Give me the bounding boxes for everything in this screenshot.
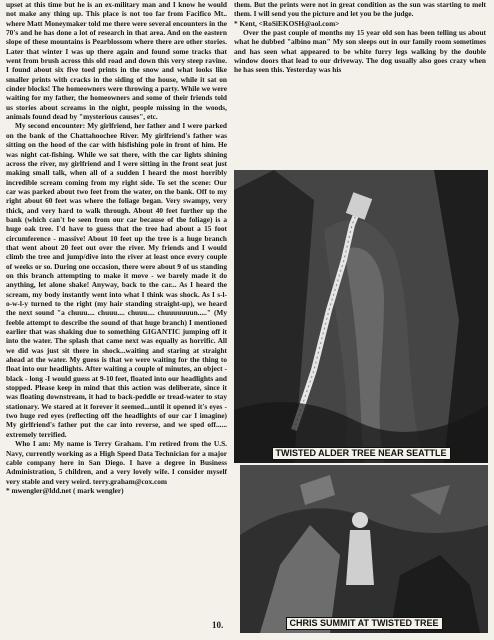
tree-photo-image xyxy=(234,170,488,463)
paragraph-prints-continued: them. But the prints were not in great condition as the sun was starting to melt them. I will send you the picture and let you be the judge. xyxy=(234,0,486,19)
paragraph-albino-man: Over the past couple of months my 15 year old son has been telling us about what he dubbed "albino man" My son sleeps out in our family room sometimes and has seen what appeared to be white furry legs walking by the double window doors that lead to our driveway. The dog usually also goes crazy when he has seen this. Yesterday was his xyxy=(234,28,486,75)
photo-twisted-alder-tree xyxy=(234,170,488,463)
paragraph-first-encounter-end: upset at this time but he is an ex-military man and I know he would not make any thing up. This place is not too far from Facifico Mt.. where Matt Moneymaker told me there were several encounters in the 70's and he has done a lot of research in that area. And on the eastern slope of these mountains is Pearblossom where there are other stories. Later that winter I was up there again and found some tracks that went from brush across this old road and down this very steep ravine. I found about six five toed prints in the snow and what looks like smaller prints with cracks in the siding of the house, while it sat on cinder blocks! The homeowners were throwing a party. While we were waiting for my father, the homeowners and some of their friends told us stories about screams in the night, people missing in the woods, animals found dead by "mysterious causes", etc. xyxy=(6,0,227,122)
bottom-photo-caption: CHRIS SUMMIT AT TWISTED TREE xyxy=(240,613,488,631)
paragraph-who-i-am: Who I am: My name is Terry Graham. I'm retired from the U.S. Navy, currently working as a High Speed Data Technician for a major cable company here in San Diego. I have a degree in Business Administration, 5 children, and a very lovely wife. I consider myself very stable and very weird. terry.graham@cox.com xyxy=(6,439,227,486)
contributor-credit: * mwengler@ldd.net ( mark wengler) xyxy=(6,485,124,495)
contributor-credit-kent: * Kent, <RoSiEKOSH@aol.com> xyxy=(234,18,340,28)
left-text-column xyxy=(6,0,227,612)
top-photo-caption: TWISTED ALDER TREE NEAR SEATTLE xyxy=(234,443,488,461)
summit-photo-image xyxy=(240,465,488,633)
photo-chris-summit xyxy=(240,465,488,633)
right-text-column xyxy=(234,0,486,170)
paragraph-second-encounter: My second encounter: My girlfriend, her father and I were parked on the bank of the Chattahoochee River. My girlfriend's father was sitting on the hood of the car with hisfishing pole in front of him. He was night cat-fishing. While we sat there, with the car lights shining across the river, my girlfriend and I were sitting in the front seat just making small talk, when all of a sudden I heard the most horribly incredible scream coming from my right side. To set the scene: Our car was parked about two feet from the water, on the bank. Off to my right about 60 feet was where the foliage began. Very swampy, very thick, and very hard to walk through. About 40 feet further up the bank (which can't be seen from our car because of the foliage) is a huge oak tree. I'd have to guess that the tree had about a 15 foot circumference - massive! About 10 feet up the tree is a huge branch that went about 20 feet out over the river. My friends and I would climb the tree and jump/dive into the river at least once every couple of weeks or so. During one occasion, there were about 9 of us standing on this branch attempting to make it move - we barely made it do anything, let alone shake! Anyway, back to the car... As I heard the scream, my body instantly went into what I think was shock. As I s-l-o-w-l-y turned to the right (my hair standing straight-up), we heard the next sound "a chuuu.... chuuu.... chuuu.... chuuuuuuun....." (My feeble attempt to describe the sound of that huge branch) I mentioned earlier that was shaking due to something GIGANTIC jumping off it into the water. The splash that came next was equally as horrific. All we did was just sit there in shock...waiting and staring at straight ahead at the water. My guess is that we were waiting for the thing to float into our headlights. After waiting a couple of minutes, an object - black - long -I would guess at 9-10 feet, floated into our headlights and stopped. Please keep in mind that this action was deliberate, since it was floating downstream, it had to back-peddle or tread-water to stay stationary. We stared at it forever it seemed...until it opened it's eyes - two huge red eyes (reflecting off the headlights of our car I imagine) My girlfriend's father put the car into reverse, and we sped off...... extremely terrified. xyxy=(6,121,227,439)
page-number: 10. xyxy=(212,620,224,630)
